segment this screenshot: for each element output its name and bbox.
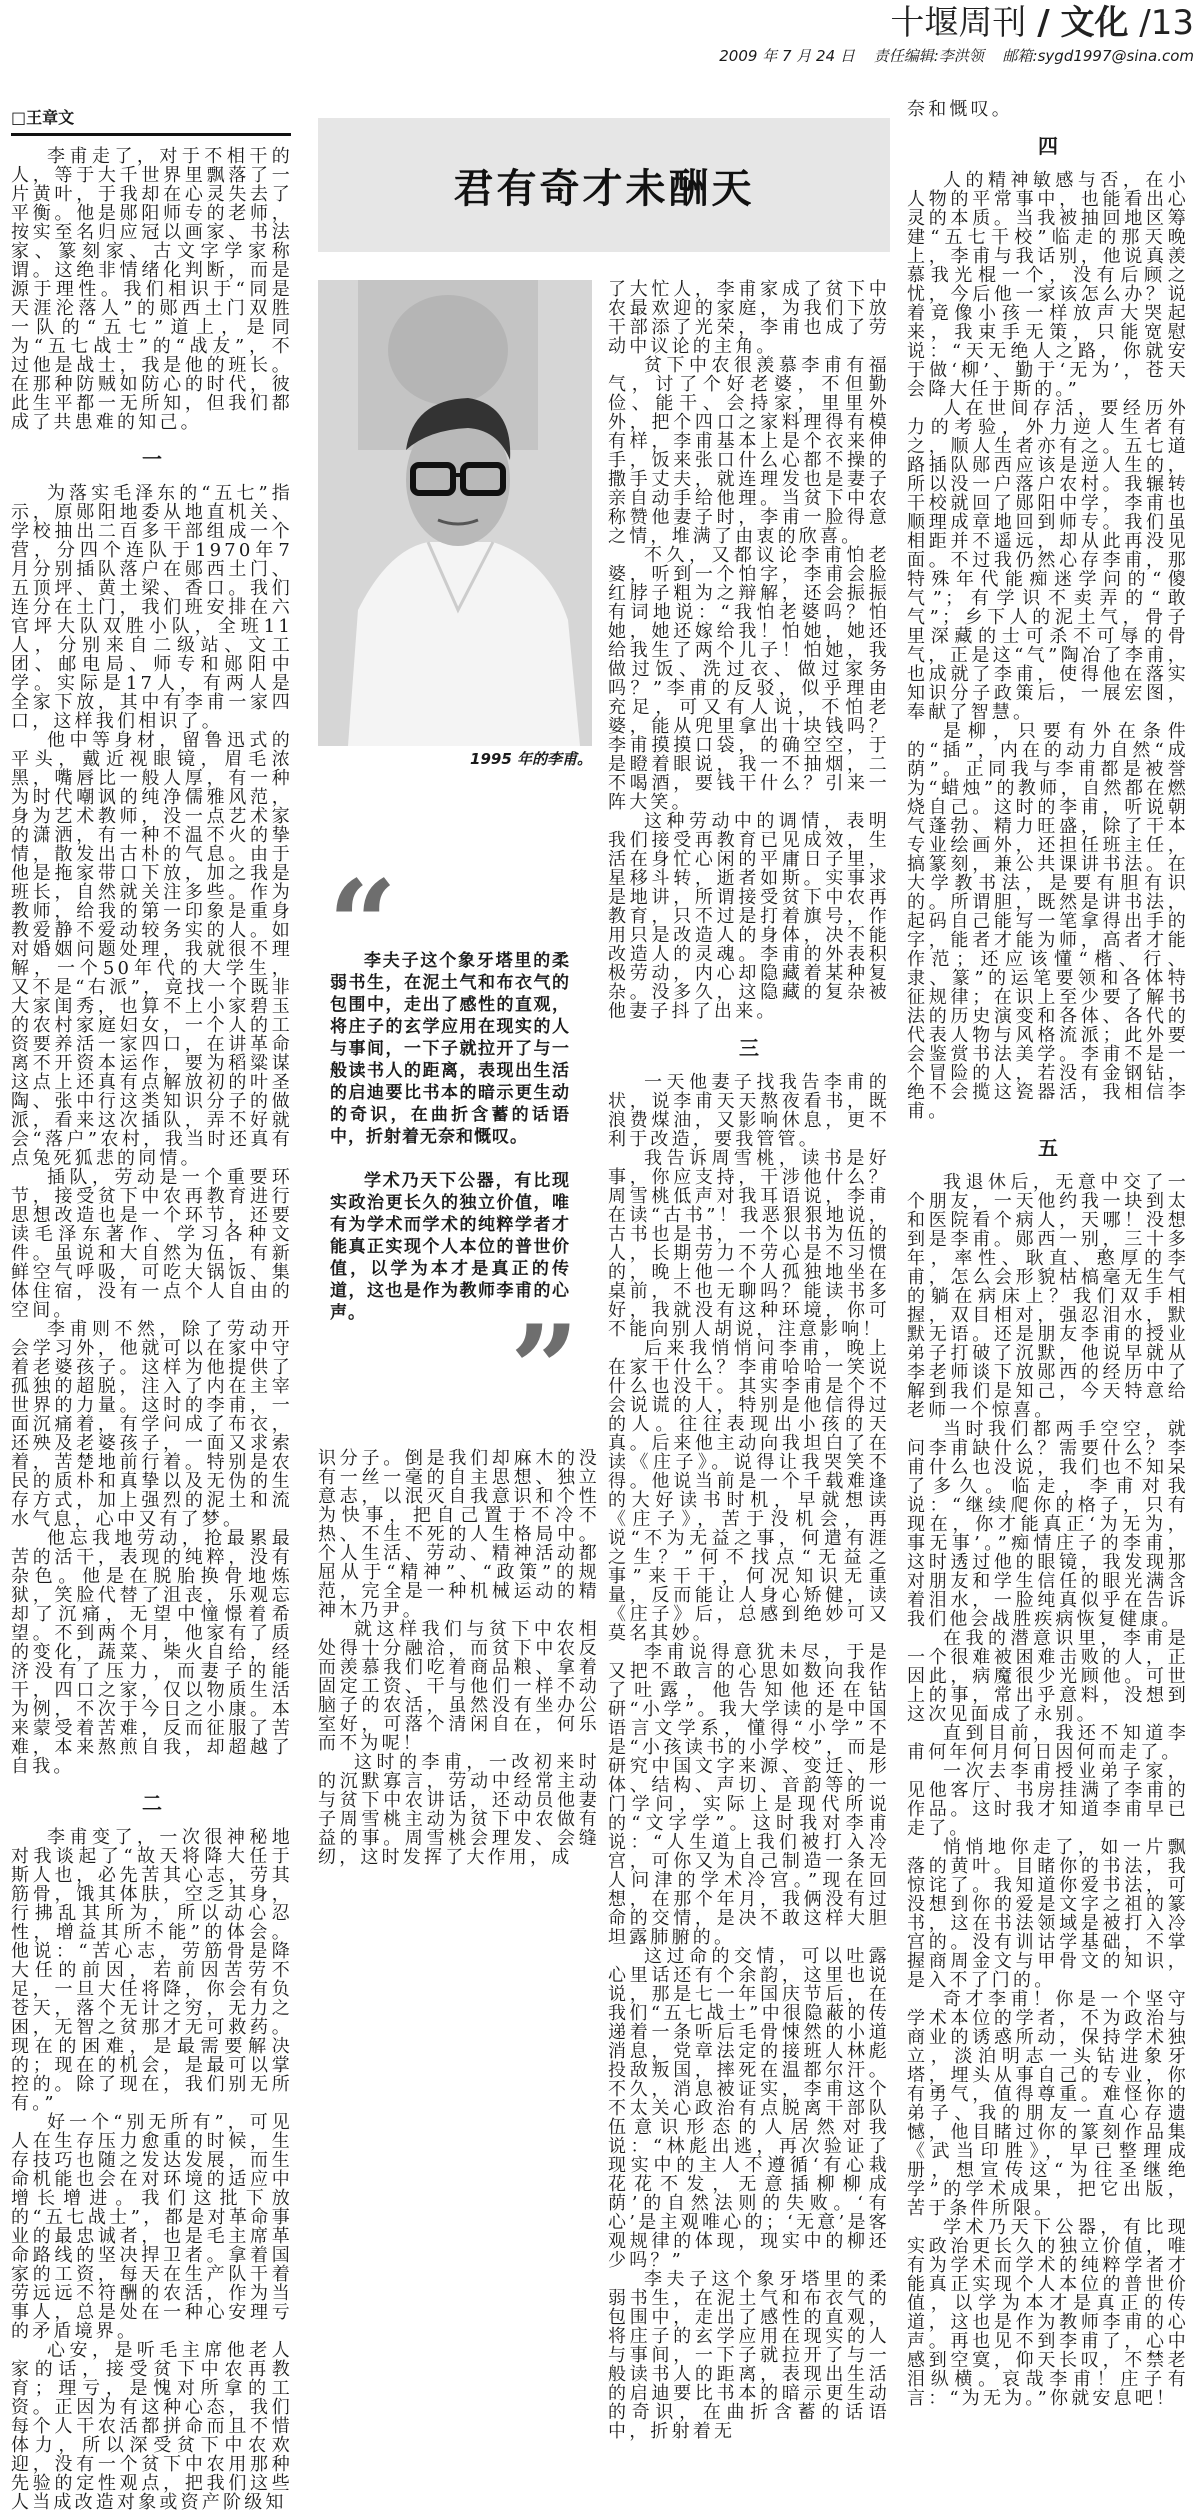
- paragraph: 李甫变了，一次很神秘地对我谈起了“故天将降大任于斯人也，必先苦其心志，劳其筋骨，饿其体肤，空乏其身，行拂乱其所为，所以动心忍性，增益其所不能”的体会。他说：“苦心志，劳筋骨是降大任的前因，若前因苦劳不足，一旦大任将降，你会有负苍天，落个无计之穷，无力之困，无智之贫那才无可救药。现在的困难，是最需要解决的；现在的机会，是最可以掌控的。除了现在，我们别无所有。”: [11, 1827, 293, 2114]
- section-heading: 三: [739, 1036, 759, 1060]
- paragraph: 奇才李甫！你是一个坚守学术本位的学者，不为政治与商业的诱惑所动，保持学术独立，淡泊明志一头钻进象牙塔，埋头从事自己的专业，你有勇气，值得尊重。难怪你的弟子、我的朋友一直心存遗憾，他目睹过你的篆刻作品集《武当印胜》，早已整理成册，想宣传这“为往圣继绝学”的学术成果，把它出版，苦于条件所限。: [907, 1989, 1189, 2219]
- paragraph: 人在世间存活，要经历外力的考验，外力逆人生者有之，顺人生者亦有之。五七道路插队郧西应该是逆人生的，所以没一户落户农村。我辗转干校就回了郧阳中学，李甫也顺理成章地回到师专。我们虽相距并不遥远，却从此再没见面。不过我仍然心存李甫，那特殊年代能痴迷学问的“傻气”；有学识不卖弄的“敢气”；乡下人的泥土气，骨子里深藏的士可杀不可辱的骨气，正是这“气”陶冶了李甫，也成就了李甫，使得他在落实知识分子政策后，一展宏图，奉献了智慧。: [907, 398, 1189, 723]
- issue-date: 2009 年 7 月 24 日: [719, 47, 855, 65]
- paragraph: 一次去李甫授业弟子家，见他客厅、书房挂满了李甫的作品。这时我才知道李甫早已走了。: [907, 1761, 1189, 1839]
- paragraph: 就这样我们与贫下中农相处得十分融洽，而贫下中农反而羡慕我们吃着商品粮、拿着固定工资、干与他们一样不动脑子的农活，虽然没有坐办公室好，可落个清闲自在，何乐而不为呢！: [318, 1619, 600, 1754]
- close-quote-icon: ”: [510, 1299, 580, 1440]
- pull-quote-text: 李夫子这个象牙塔里的柔弱书生，在泥土气和布衣气的包围中，走出了感性的直观，将庄子的玄学应用在现实的人与事间，一下子就拉开了与一般读书人的距离，表现出生活的启迪要比书本的暗示更生动的奇识，在曲折含蓄的话语中，折射着无奈和慨叹。: [330, 951, 570, 1147]
- pull-quote: [318, 854, 590, 1440]
- paragraph: 李甫则不然，除了劳动开会学习外，他就可以在家中守着老婆孩子。这样为他提供了孤独的超脱，注入了内在主宰世界的力量。这时的李甫，一面沉痛着，有学问成了布衣，还殃及老婆孩子，一面又求索着，苦楚地前行着。特别是农民的质朴和真挚以及无伪的生存方式，加上强烈的泥土和流水气息，心中又有了梦。: [11, 1319, 293, 1530]
- section-heading: 二: [142, 1791, 162, 1815]
- editor: 责任编辑:李洪领: [873, 47, 984, 65]
- paragraph: 后来我悄悄问李甫，晚上在家干什么？李甫哈哈一笑说什么也没干。其实李甫是个不会说谎的人，特别是他信得过的人。往往表现出小孩的天真。后来他主动向我坦白了在读《庄子》。说得让我哭笑不得。他说当前是一个千载难逢的大好读书时机，早就想读《庄子》，苦于没机会，再说“不为无益之事，何遣有涯之生？”何不找点“无益之事”来干干，何况知识无重量，反而能让人身心矫健，读《庄子》后，总感到绝妙可又莫名其妙。: [608, 1338, 890, 1644]
- paragraph: 这种劳动中的调情，表明我们接受再教育已见成效，生活在身忙心闲的平庸日子里，星移斗转，逝者如斯。实事求是地讲，所谓接受贫下中农再教育，只不过是打着旗号，作用只是改造人的身体，决不能改造人的灵魂。李甫的外表积极劳动，内心却隐藏着某种复杂。没多久，这隐藏的复杂被他妻子抖了出来。: [608, 811, 890, 1022]
- portrait-image: [318, 280, 592, 746]
- paragraph: 一天他妻子找我告李甫的状，说李甫天天熬夜看书，既浪费煤油，又影响休息，更不利于改造，要我管管。: [608, 1072, 890, 1150]
- paragraph: 识分子。倒是我们却麻木的没有一丝一毫的自主思想、独立意志，以泯灭自我意识和个性为快事，把自己置于不冷不热、不生不死的人生格局中。个人生活、劳动、精神活动都屈从于“精神”、“政策”的规范，完全是一种机械运动的精神木乃尹。: [318, 1448, 600, 1621]
- section-heading: 一: [142, 447, 162, 471]
- paragraph: 这过命的交情，可以吐露心里话还有个余韵，这里也说说，那是七一年国庆节后，在我们“五七战士”中很隐蔽的传递着一条听后毛骨悚然的小道消息，党章法定的接班人林彪投敌叛国，摔死在温都尔汗。不久，消息被证实，李甫这个不太关心政治有点脱离干部队伍意识形态的人居然对我说：“林彪出逃，再次验证了现实中的主人不遵循‘有心栽花花不发，无意插柳柳成荫’的自然法则的失败。‘有心’是主观唯心的；‘无意’是客观规律的体现，现实中的柳还少吗？”: [608, 1946, 890, 2271]
- email: 邮箱:sygd1997@sina.com: [1002, 47, 1194, 65]
- paragraph: 李甫说得意犹未尽，于是又把不敢言的心思如数向我作了吐露，他告知他还在钻研“小学”。我大学读的是中国语言文学系，懂得“小学”不是“小孩读书的小学校”，而是研究中国文字来源、变迁、形体、结构、声切、音韵等的一门学问，实际上是现代所说的“文字学”。这时我对李甫说：“人生道上我们被打入冷宫，可你又为自己制造一条无人问津的学术冷宫。”现在回想，在那个年月，我俩没有过命的交情，是决不敢这样大胆坦露肺腑的。: [608, 1642, 890, 1948]
- byline: □王章文: [11, 108, 291, 136]
- paragraph: 为落实毛泽东的“五七”指示，原郧阳地委从地直机关、学校抽出二百多干部组成一个营，分四个连队于1970年7月分别插队落户在郧西土门、五顶坪、黄土梁、香口。我们连分在土门，我们班安排在六官坪大队双胜小队，全班11人，分别来自二级站、文工团、邮电局、师专和郧阳中学。实际是17人，有两人是全家下放，其中有李甫一家四口，这样我们相识了。: [11, 483, 293, 732]
- paragraph: 他中等身材，留鲁迅式的平头，戴近视眼镜，眉毛浓黑，嘴唇比一般人厚，有一种为时代嘲讽的纯净儒雅风范，身为艺术教师，没一点艺术家的潇洒，有一种不温不火的挚情，散发出古朴的气息。由于他是拖家带口下放，加之我是班长，自然就关注多些。作为教师，给我的第一印象是重身教爱静不爱动较务实的人。如对婚姻问题处理，我就很不理解，一个50年代的大学生，又不是“右派”，竟找一个既非大家闺秀，也算不上小家碧玉的农村家庭妇女，一个人的工资要养活一家四口，在讲革命离不开资本运作，要为稻粱谋这点上还真有点解放初的叶圣陶、张中行这类知识分子的做派，看来这次插队，弄不好就会“落户”农村，我当时还真有点兔死狐悲的同情。: [11, 730, 293, 1169]
- paragraph: 贫下中农很羡慕李甫有福气，讨了个好老婆，不但勤俭、能干、会持家，里里外外，把个四口之家料理得有模有样，李甫基本上是个衣来伸手，饭来张口什么心都不操的撒手丈夫，就连理发也是妻子亲自动手给他理。当贫下中农称赞他妻子时，李甫一脸得意之情，堆满了由衷的欣喜。: [608, 355, 890, 547]
- paragraph: 了大忙人，李甫家成了贫下中农最欢迎的家庭，为我们下放干部添了光荣，李甫也成了劳动中议论的主角。: [608, 279, 890, 357]
- paragraph: 不久，又都议论李甫怕老婆，听到一个怕字，李甫会脸红脖子粗为之辩解，还会振振有词地说：“我怕老婆吗？怕她，她还嫁给我！怕她，她还给我生了两个儿子！怕她，我做过饭、洗过衣、做过家务吗？”李甫的反驳，似乎理由充足，可又有人说，不怕老婆，能从兜里拿出十块钱吗？李甫摸摸口袋，的确空空，于是瞪着眼说，我一不抽烟，二不喝酒，要钱干什么？引来一阵大笑。: [608, 545, 890, 813]
- portrait-photo: [318, 280, 592, 746]
- paragraph: 在我的潜意识里，李甫是一个很难被困难击败的人，正因此，病魔很少光顾他。可世上的事，常出乎意料，没想到这次见面成了永别。: [907, 1628, 1189, 1725]
- paragraph: 插队，劳动是一个重要环节，接受贫下中农再教育进行思想改造也是一个环节，还要读毛泽东著作、学习各种文件。虽说和大自然为伍，有新鲜空气呼吸，可吃大锅饭、集体住宿，没有一点个人自由的空间。: [11, 1167, 293, 1321]
- paragraph: 学术乃天下公器，有比现实政治更长久的独立价值，唯有为学术而学术的纯粹学者才能真正实现个人本位的普世价值，以学为本才是真正的传道，这也是作为教师李甫的心声。再也见不到李甫了，心中感到空寞，仰天长叹，不禁老泪纵横。哀哉李甫！庄子有言：“为无为。”你就安息吧！: [907, 2217, 1189, 2409]
- paragraph: 人的精神敏感与否，在小人物的平常事中，也能看出心灵的本质。当我被抽回地区筹建“五七干校”临走的那天晚上，李甫与我话别，他说真羡慕我光棍一个，没有后顾之忧，今后他一家该怎么办？说着竟像小孩一样放声大哭起来，我束手无策，只能宽慰说：“天无绝人之路，你就安于做‘柳’、勤于‘无为’，苍天会降大任于斯的。”: [907, 170, 1189, 400]
- column-1: [11, 147, 293, 2512]
- article-title: 君有奇才未酬天: [453, 165, 755, 212]
- title-banner: [318, 118, 890, 252]
- column-4: [907, 100, 1189, 2408]
- paragraph: 我告诉周雪桃，读书是好事，你应支持，干涉他什么？周雪桃低声对我耳语说，李甫在读“古书”！我恶狠狠地说，古书也是书，一个以书为伍的人，长期劳力不劳心是不习惯的，晚上他一个人孤独地坐在桌前，不也无聊吗？能读书多好，我就没有这种环境，你可不能向别人胡说，注意影响！: [608, 1148, 890, 1340]
- page-number: /13: [1139, 3, 1194, 43]
- masthead: [705, 2, 1194, 66]
- column-3: [608, 280, 890, 2441]
- open-quote-icon: “: [328, 854, 398, 995]
- photo-caption: 1995 年的李甫。: [470, 750, 592, 768]
- paragraph: 奈和慨叹。: [907, 99, 1013, 120]
- paragraph: 李甫走了，对于不相干的人，等于大千世界里飘落了一片黄叶，于我却在心灵失去了平衡。他是郧阳师专的老师，按实至名归应冠以画家、书法家、篆刻家、古文字学家称谓。这绝非情绪化判断，而是源于理性。我们相识于“同是天涯沦落人”的郧西土门双胜一队的“五七”道上，是同为“五七战士”的“战友”，不过他是战士，我是他的班长。在那种防贼如防心的时代，彼此生平都一无所知，但我们都成了共患难的知己。: [11, 146, 293, 433]
- section-heading: 五: [1038, 1136, 1058, 1160]
- section-heading: 四: [1038, 134, 1058, 158]
- paragraph: 我退休后，无意中交了一个朋友，一天他约我一块到太和医院看个病人，天哪！没想到是李甫。郧西一别，三十多年，率性、耿直、憨厚的李甫，怎么会形貌枯槁毫无生气的躺在病床上？我们双手相握，双目相对，强忍泪水，默默无语。还是朋友李甫的授业弟子打破了沉默，他说早就从李老师谈下放郧西的经历中了解到我们是知己，今天特意给老师一个惊喜。: [907, 1172, 1189, 1421]
- paper-name: 十堰周刊: [890, 3, 1027, 43]
- paragraph: 这时的李甫，一改初来时的沉默寡言，劳动中经常主动与贫下中农讲话，还动员他妻子周雪桃主动为贫下中农做有益的事。周雪桃会理发、会缝纫，这时发挥了大作用，成: [318, 1752, 600, 1868]
- paragraph: 他忘我地劳动，抢最累最苦的活干，表现的纯粹，没有杂色。他是在脱胎换骨地炼狱，笑脸代替了沮丧，乐观忘却了沉痛，无望中憧憬着希望。不到两个月，他家有了质的变化，蔬菜、柴火自给，经济没有了压力，而妻子的能干，四口之家，仅以物质生活为例，不次于今日之小康。本来蒙受着苦难，反而征服了苦难，本来熬煎自我，却超越了自我。: [11, 1528, 293, 1777]
- paragraph: 李夫子这个象牙塔里的柔弱书生，在泥土气和布衣气的包围中，走出了感性的直观，将庄子的玄学应用在现实的人与事间，一下子就拉开了与一般读书人的距离，表现出生活的启迪要比书本的暗示更生动的奇识，在曲折含蓄的话语中，折射着无: [608, 2269, 890, 2442]
- paragraph: 好一个“别无所有”，可见人在生存压力愈重的时候，生存技巧也随之发达发展，而生命机能也会在对环境的适应中增长增进。我们这批下放的“五七战士”，都是对革命事业的最忠诚者，也是毛主席革命路线的坚决捍卫者。拿着国家的工资，每天在生产队干着劳远远不符酬的农活，作为当事人，总是处在一种心安理亏的矛盾境界。: [11, 2112, 293, 2342]
- paragraph: 直到目前，我还不知道李甫何年何月何日因何而走了。: [907, 1723, 1189, 1763]
- paragraph: 心安，是听毛主席他老人家的话，接受贫下中农再教育；理亏，是愧对所拿的工资。正因为有这种心态，我们每个人干农活都拼命而且不惜体力，所以深受贫下中农欢迎，没有一个贫下中农用那种先验的定性观点，把我们这些人当成改造对象或资产阶级知: [11, 2340, 293, 2513]
- paragraph: 是柳，只要有外在条件的“插”，内在的动力自然“成荫”。正同我与李甫都是被誉为“蜡烛”的教师，自然都在燃烧自己。这时的李甫，听说朝气蓬勃、精力旺盛，除了干本专业绘画外，还担任班主任，搞篆刻，兼公共课讲书法。在大学教书法，是要有胆有识的。所谓胆，既然是讲书法，起码自己能写一笔拿得出手的字，能者才能为师，高者才能作范；还应该懂“楷、行、隶、篆”的运笔要领和各体特征规律；在识上至少要了解书法的历史演变和各体、各代的代表人物与风格流派；此外要会鉴赏书法美学。李甫不是一个冒险的人，若没有金钢钻，绝不会揽这瓷器活，我相信李甫。: [907, 721, 1189, 1122]
- section-name: 文化: [1060, 3, 1129, 43]
- section-separator: /: [1037, 3, 1050, 43]
- column-2: [318, 1449, 600, 1867]
- paragraph: 悄悄地你走了，如一片飘落的黄叶。目睹你的书法，我惊诧了。我知道你爱书法，可没想到你的爱是文字之祖的篆书，这在书法领域是被打入冷宫的。没有训诂学基础，不掌握商周金文与甲骨文的知识，是入不了门的。: [907, 1837, 1189, 1991]
- paragraph: 当时我们都两手空空，就问李甫缺什么？需要什么？李甫什么也没说，我们也不知呆了多久。临走，李甫对我说：“继续爬你的格子，只有现在，你才能真正‘为无为，事无事’。”痴情庄子的李甫，这时透过他的眼镜，我发现那对朋友和学生信任的眼光满含着泪水，一脸纯真似乎在告诉我们他会战胜疾病恢复健康。: [907, 1419, 1189, 1630]
- pull-quote-text: 学术乃天下公器，有比现实政治更长久的独立价值，唯有为学术而学术的纯粹学者才能真正实现个人本位的普世价值，以学为本才是真正的传道，这也是作为教师李甫的心声。: [330, 1171, 570, 1323]
